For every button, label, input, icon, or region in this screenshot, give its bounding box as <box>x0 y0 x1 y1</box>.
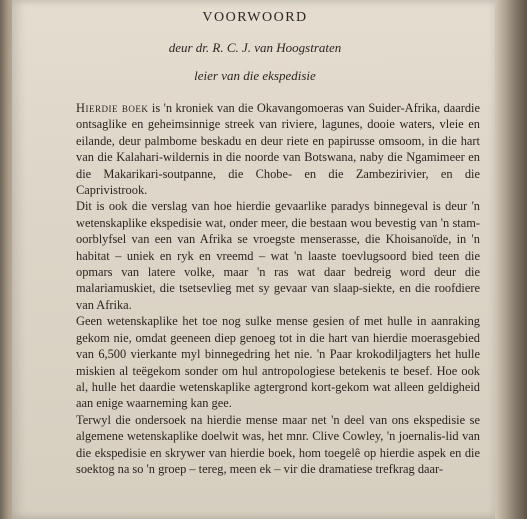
paragraph-text: Dit is ook die verslag van hoe hierdie gevaarlike paradys binnegeval is deur 'n wetenskaplike ekspedisie wat, onder meer, die bestaan wou bevestig van 'n stam-oorblyfsel van een van Afrika se vroegste menserasse, die Khoisanoïde, in 'n habitat – uniek en ryk en vreemd – wat 'n laaste toevlugsoord bied teen die opmars van latere volke, maar 'n ras wat daar bedreig word deur die malariamuskiet, die tsetsevlieg met sy gevaar van slaap-siekte, en die roofdiere van Afrika. <box>76 199 480 312</box>
book-page <box>12 0 498 519</box>
paragraph-2 <box>76 198 480 313</box>
body-text <box>76 100 480 477</box>
author-byline: deur dr. R. C. J. van Hoogstraten <box>168 40 342 55</box>
paragraph-1 <box>76 100 480 198</box>
paragraph-text: is 'n kroniek van die Okavangomoeras van Suider-Afrika, daardie ontsaglike en geheimsinnige streek van riviere, lagunes, dooie waters, vleie en eilande, deur palmbome beskadu en deur riete en papirusse omsoom, in die hart van die Kalahari-wildernis in die noorde van Botswana, naby die Ngamimeer en die Makarikari-soutpanne, die Chobe- en die Zambezirivier, en die Caprivistrook. <box>76 101 480 198</box>
page-title: VOORWOORD <box>202 10 308 25</box>
page-stack-edge <box>495 0 527 519</box>
paragraph-4 <box>76 412 480 478</box>
page-content <box>12 0 498 519</box>
paragraph-text: Terwyl die ondersoek na hierdie mense maar net 'n deel van ons ekspedisie se algemene wetenskaplike doelwit was, het mnr. Clive Cowley, 'n joernalis-lid van die ekspedisie en skrywer van hierdie boek, hom toegelê op hierdie aspek en die soektog na so 'n groep – tereg, meen ek – vir die dramatiese trefkrag daar- <box>76 412 480 476</box>
paragraph-3 <box>76 313 480 411</box>
paragraph-text: Geen wetenskaplike het toe nog sulke mense gesien of met hulle in aanraking gekom nie, omdat geeneen diep genoeg tot in die hart van hierdie moerasgebied van 6,500 vierkante myl binnegedring het nie. 'n Paar krokodiljagters het hulle miskien al teëgekom sonder om hul antropologiese betekenis te besef. Hoe ook al, hulle het daardie wetenskaplike agtergrond kort-gekom wat alleen geldigheid aan enige waarneming kan gee. <box>76 314 480 411</box>
author-role: leier van die ekspedisie <box>194 68 316 83</box>
paragraph-lead: Hierdie boek <box>76 101 149 115</box>
